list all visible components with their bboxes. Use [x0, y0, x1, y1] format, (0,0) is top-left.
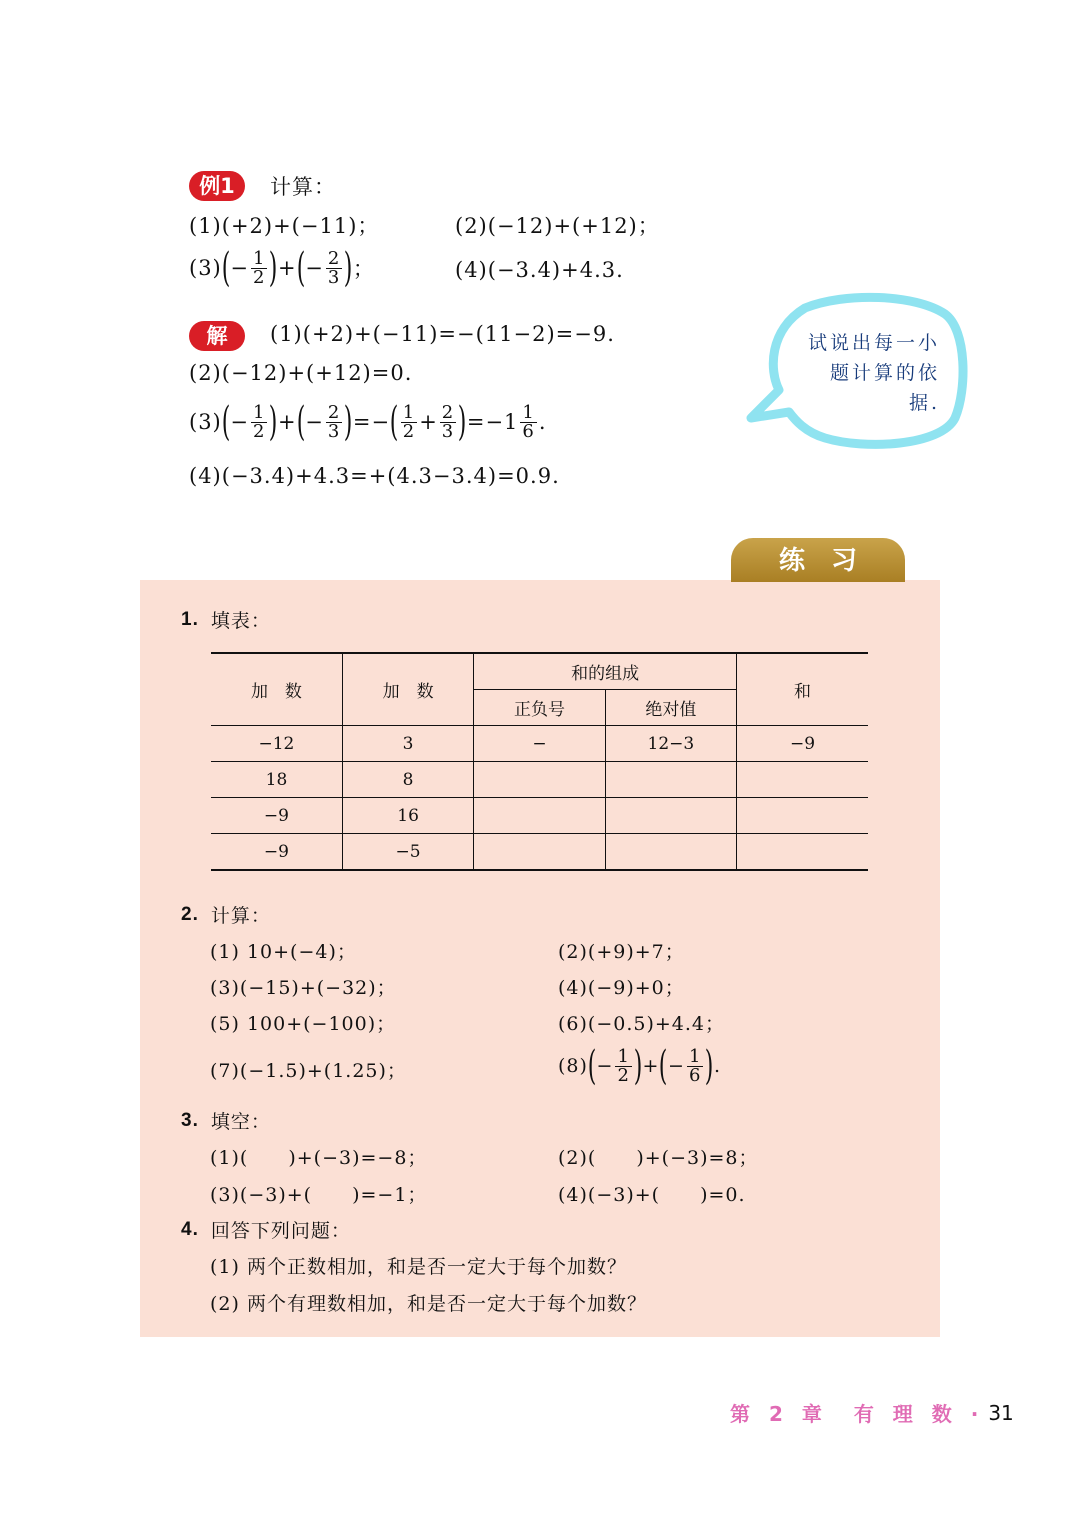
header-abs: 绝对值 — [605, 690, 736, 726]
question-title: 回答下列问题： — [210, 1220, 351, 1242]
fraction: $\frac{1}{2}$ — [617, 1045, 630, 1086]
question-3 — [181, 1107, 271, 1134]
example-problem-3: (3) ( − $\frac{1}{2}$ ) + ( − $\frac{2}{3}$ ) ； — [189, 245, 375, 291]
example-problem-1: (1)(+2)+(−11)； — [189, 214, 380, 238]
q3-item-1: (1)( )+(−3)=−8； — [210, 1147, 428, 1169]
table-cell: −9 — [737, 726, 868, 762]
q4-item-2: (2) 两个有理数相加，和是否一定大于每个加数？ — [210, 1293, 647, 1315]
question-2 — [181, 901, 271, 928]
table-row — [211, 726, 868, 762]
table-row — [211, 834, 868, 871]
problem-sep: ； — [352, 257, 375, 281]
table-row — [211, 798, 868, 834]
fraction: $\frac{1}{2}$ — [252, 247, 266, 288]
table-cell: 16 — [342, 798, 473, 834]
fraction: $\frac{1}{2}$ — [402, 401, 416, 442]
table-cell: 18 — [211, 762, 342, 798]
table-cell: − — [474, 726, 605, 762]
question-number: 1. — [181, 608, 199, 630]
example-problem-2: (2)(−12)+(+12)； — [455, 214, 660, 238]
table-cell: −9 — [211, 798, 342, 834]
fraction: $\frac{2}{3}$ — [441, 401, 455, 442]
fill-table — [211, 652, 868, 871]
header-sign: 正负号 — [474, 690, 605, 726]
solution-badge: 解 — [189, 321, 245, 351]
solution-label: (3) — [189, 410, 222, 434]
question-title: 填空： — [210, 1111, 271, 1133]
q3-item-4: (4)(−3)+( )=0. — [558, 1184, 746, 1206]
q2-item-1: (1) 10+(−4)； — [210, 941, 357, 963]
period: . — [538, 410, 547, 434]
table-cell-blank[interactable] — [474, 834, 605, 871]
example-problem-4: (4)(−3.4)+4.3. — [455, 258, 624, 282]
fraction: $\frac{1}{2}$ — [252, 401, 266, 442]
solution-4: (4)(−3.4)+4.3=+(4.3−3.4)=0.9. — [189, 464, 560, 488]
table-cell: 8 — [342, 762, 473, 798]
page-number: 31 — [988, 1400, 1014, 1425]
solution-3: (3) ( − $\frac{1}{2}$ ) + ( − $\frac{2}{3}$ ) =− ( $\frac{1}{2}$ + $\frac{2}{3}$ ) =−1 $\frac{1}{6}$ . — [189, 399, 547, 445]
question-number: 3. — [181, 1109, 199, 1131]
q2-item-4: (4)(−9)+0； — [558, 977, 685, 999]
table-cell: −9 — [211, 834, 342, 871]
header-addend-1: 加 数 — [211, 653, 342, 726]
table-cell-blank[interactable] — [605, 834, 736, 871]
example-badge: 例1 — [189, 171, 245, 201]
header-composition: 和的组成 — [474, 653, 737, 690]
table-cell-blank[interactable] — [474, 798, 605, 834]
solution-1: (1)(+2)+(−11)=−(11−2)=−9. — [270, 322, 615, 346]
table-cell: 12−3 — [605, 726, 736, 762]
question-1 — [181, 606, 271, 633]
q3-item-3: (3)(−3)+( )=−1； — [210, 1184, 428, 1206]
period: . — [714, 1055, 722, 1077]
fraction: $\frac{1}{6}$ — [522, 401, 535, 442]
question-title: 填表： — [210, 610, 271, 632]
table-cell: −5 — [342, 834, 473, 871]
q2-item-5: (5) 100+(−100)； — [210, 1013, 397, 1035]
paren-open: ( — [221, 245, 231, 291]
equals-minus: =− — [352, 410, 391, 434]
solution-2: (2)(−12)+(+12)=0. — [189, 361, 413, 385]
question-number: 4. — [181, 1218, 199, 1240]
table-cell-blank[interactable] — [605, 798, 736, 834]
q2-item-3: (3)(−15)+(−32)； — [210, 977, 397, 999]
header-addend-2: 加 数 — [342, 653, 473, 726]
question-4 — [181, 1216, 351, 1243]
fraction: $\frac{1}{6}$ — [688, 1045, 702, 1086]
table-cell: −12 — [211, 726, 342, 762]
example-title: 计算： — [270, 175, 336, 199]
q2-item-6: (6)(−0.5)+4.4； — [558, 1013, 726, 1035]
chapter-label: 第 2 章 有 理 数 · — [730, 1402, 985, 1426]
table-cell-blank[interactable] — [737, 834, 868, 871]
item-label: (8) — [558, 1055, 588, 1077]
table-cell-blank[interactable] — [474, 762, 605, 798]
q3-item-2: (2)( )+(−3)=8； — [558, 1147, 759, 1169]
question-title: 计算： — [210, 905, 271, 927]
equals-result: =−1 — [466, 410, 519, 434]
paren-close: ) — [269, 245, 279, 291]
q2-item-2: (2)(+9)+7； — [558, 941, 685, 963]
table-cell-blank[interactable] — [605, 762, 736, 798]
bubble-text: 试说出每一小题计算的依据. — [807, 332, 940, 414]
header-sum: 和 — [737, 653, 868, 726]
table-cell: 3 — [342, 726, 473, 762]
fraction: $\frac{2}{3}$ — [327, 401, 341, 442]
q2-item-7: (7)(−1.5)+(1.25)； — [210, 1060, 407, 1082]
table-cell-blank[interactable] — [737, 762, 868, 798]
q2-item-8: (8) ( − $\frac{1}{2}$ ) + ( − $\frac{1}{6}$ ) . — [558, 1043, 722, 1089]
question-number: 2. — [181, 903, 199, 925]
fraction: $\frac{2}{3}$ — [327, 247, 341, 288]
table-cell-blank[interactable] — [737, 798, 868, 834]
page-footer — [730, 1398, 1014, 1427]
q4-item-1: (1) 两个正数相加，和是否一定大于每个加数？ — [210, 1256, 627, 1278]
practice-tab: 练习 — [731, 538, 905, 582]
table-row — [211, 762, 868, 798]
problem-label: (3) — [189, 256, 222, 280]
